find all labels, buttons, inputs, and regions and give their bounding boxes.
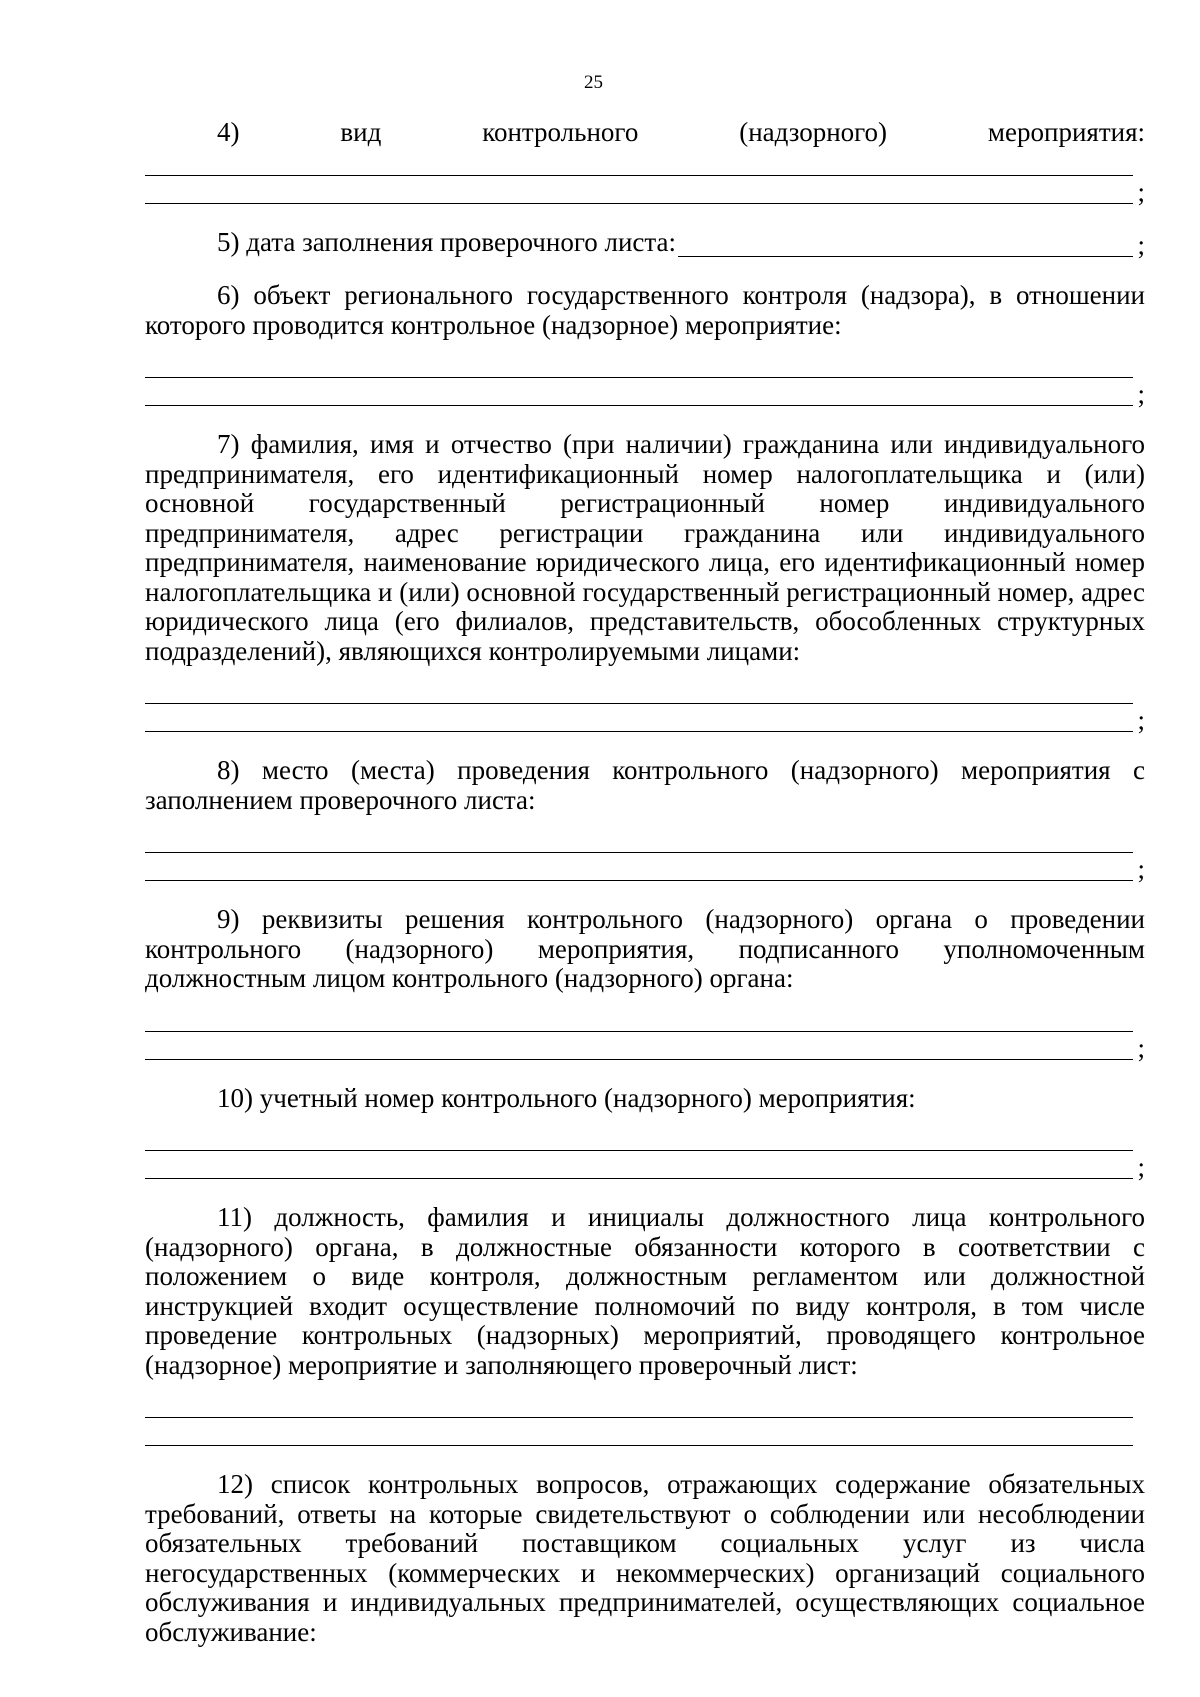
form-content: [145, 118, 1145, 1647]
item-8-field-line-1[interactable]: [145, 825, 1145, 853]
item-8-text: 8) место (места) проведения контрольного (надзорного) мероприятия с заполнением проверочного листа:: [145, 755, 1145, 815]
item-9-field-line-2[interactable]: [145, 1032, 1145, 1063]
item-9-text: 9) реквизиты решения контрольного (надзорного) органа о проведении контрольного (надзорного) мероприятия, подписанного уполномоченным должностным лицом контрольного (надзорного) органа:: [145, 904, 1145, 993]
item-10-field-line-2[interactable]: [145, 1151, 1145, 1182]
item-4-semicolon: ;: [1137, 176, 1145, 207]
item-6-text: 6) объект регионального государственного контроля (надзора), в отношении которого проводится контрольное (надзорное) мероприятие:: [145, 280, 1145, 340]
item-10-semicolon: ;: [1137, 1152, 1145, 1182]
item-11-text: 11) должность, фамилия и инициалы должностного лица контрольного (надзорного) органа, в должностные обязанности которого в соответствии с положением о виде контроля, должностным регламентом или должностной инструкцией входит осуществление полномочий по виду контроля, в том числе проведение контрольных (надзорных) мероприятий, проводящего контрольное (надзорное) мероприятие и заполняющего проверочный лист:: [145, 1202, 1145, 1380]
item-11-field-line-2[interactable]: [145, 1418, 1145, 1446]
item-7-field-line-2[interactable]: [145, 704, 1145, 735]
item-8-field-line-2[interactable]: [145, 853, 1145, 884]
item-6-semicolon: ;: [1137, 379, 1145, 409]
item-11-field-line-1[interactable]: [145, 1390, 1145, 1418]
item-4-field-line-2[interactable]: [145, 176, 1145, 207]
item-9-semicolon: ;: [1137, 1032, 1145, 1063]
item-8-semicolon: ;: [1137, 854, 1145, 884]
item-6-field-line-1[interactable]: [145, 350, 1145, 378]
item-5-field[interactable]: [678, 232, 1133, 257]
item-7-semicolon: ;: [1137, 705, 1145, 735]
item-4-field-line-1[interactable]: [145, 148, 1145, 176]
item-5-text: 5) дата заполнения проверочного листа:: [217, 226, 677, 257]
item-10-text: 10) учетный номер контрольного (надзорного) мероприятия:: [217, 1082, 916, 1113]
item-5-row: [145, 228, 1145, 258]
item-7-text: 7) фамилия, имя и отчество (при наличии) гражданина или индивидуального предпринимателя, его идентификационный номер налогоплательщика и (или) основной государственный регистрационный номер индивидуального предпринимателя, адрес регистрации гражданина или индивидуального предпринимателя, наименование юридического лица, его идентификационный номер налогоплательщика и (или) основной государственный регистрационный номер, адрес юридического лица (его филиалов, представительств, обособленных структурных подразделений), являющихся контролируемыми лицами:: [145, 429, 1145, 666]
item-9-field-line-1[interactable]: [145, 1004, 1145, 1032]
item-10-field-line-1[interactable]: [145, 1123, 1145, 1151]
item-5-semicolon: ;: [1137, 230, 1145, 260]
page-number: 25: [584, 72, 603, 93]
item-12-text: 12) список контрольных вопросов, отражающих содержание обязательных требований, ответы на которые свидетельствуют о соблюдении или несоблюдении обязательных требований поставщиком социальных услуг из числа негосударственных (коммерческих и некоммерческих) организаций социального обслуживания и индивидуальных предпринимателей, осуществляющих социальное обслуживание:: [145, 1469, 1145, 1647]
item-7-field-line-1[interactable]: [145, 676, 1145, 704]
item-6-field-line-2[interactable]: [145, 378, 1145, 409]
item-4-text: 4) вид контрольного (надзорного) мероприятия:: [217, 117, 1145, 147]
